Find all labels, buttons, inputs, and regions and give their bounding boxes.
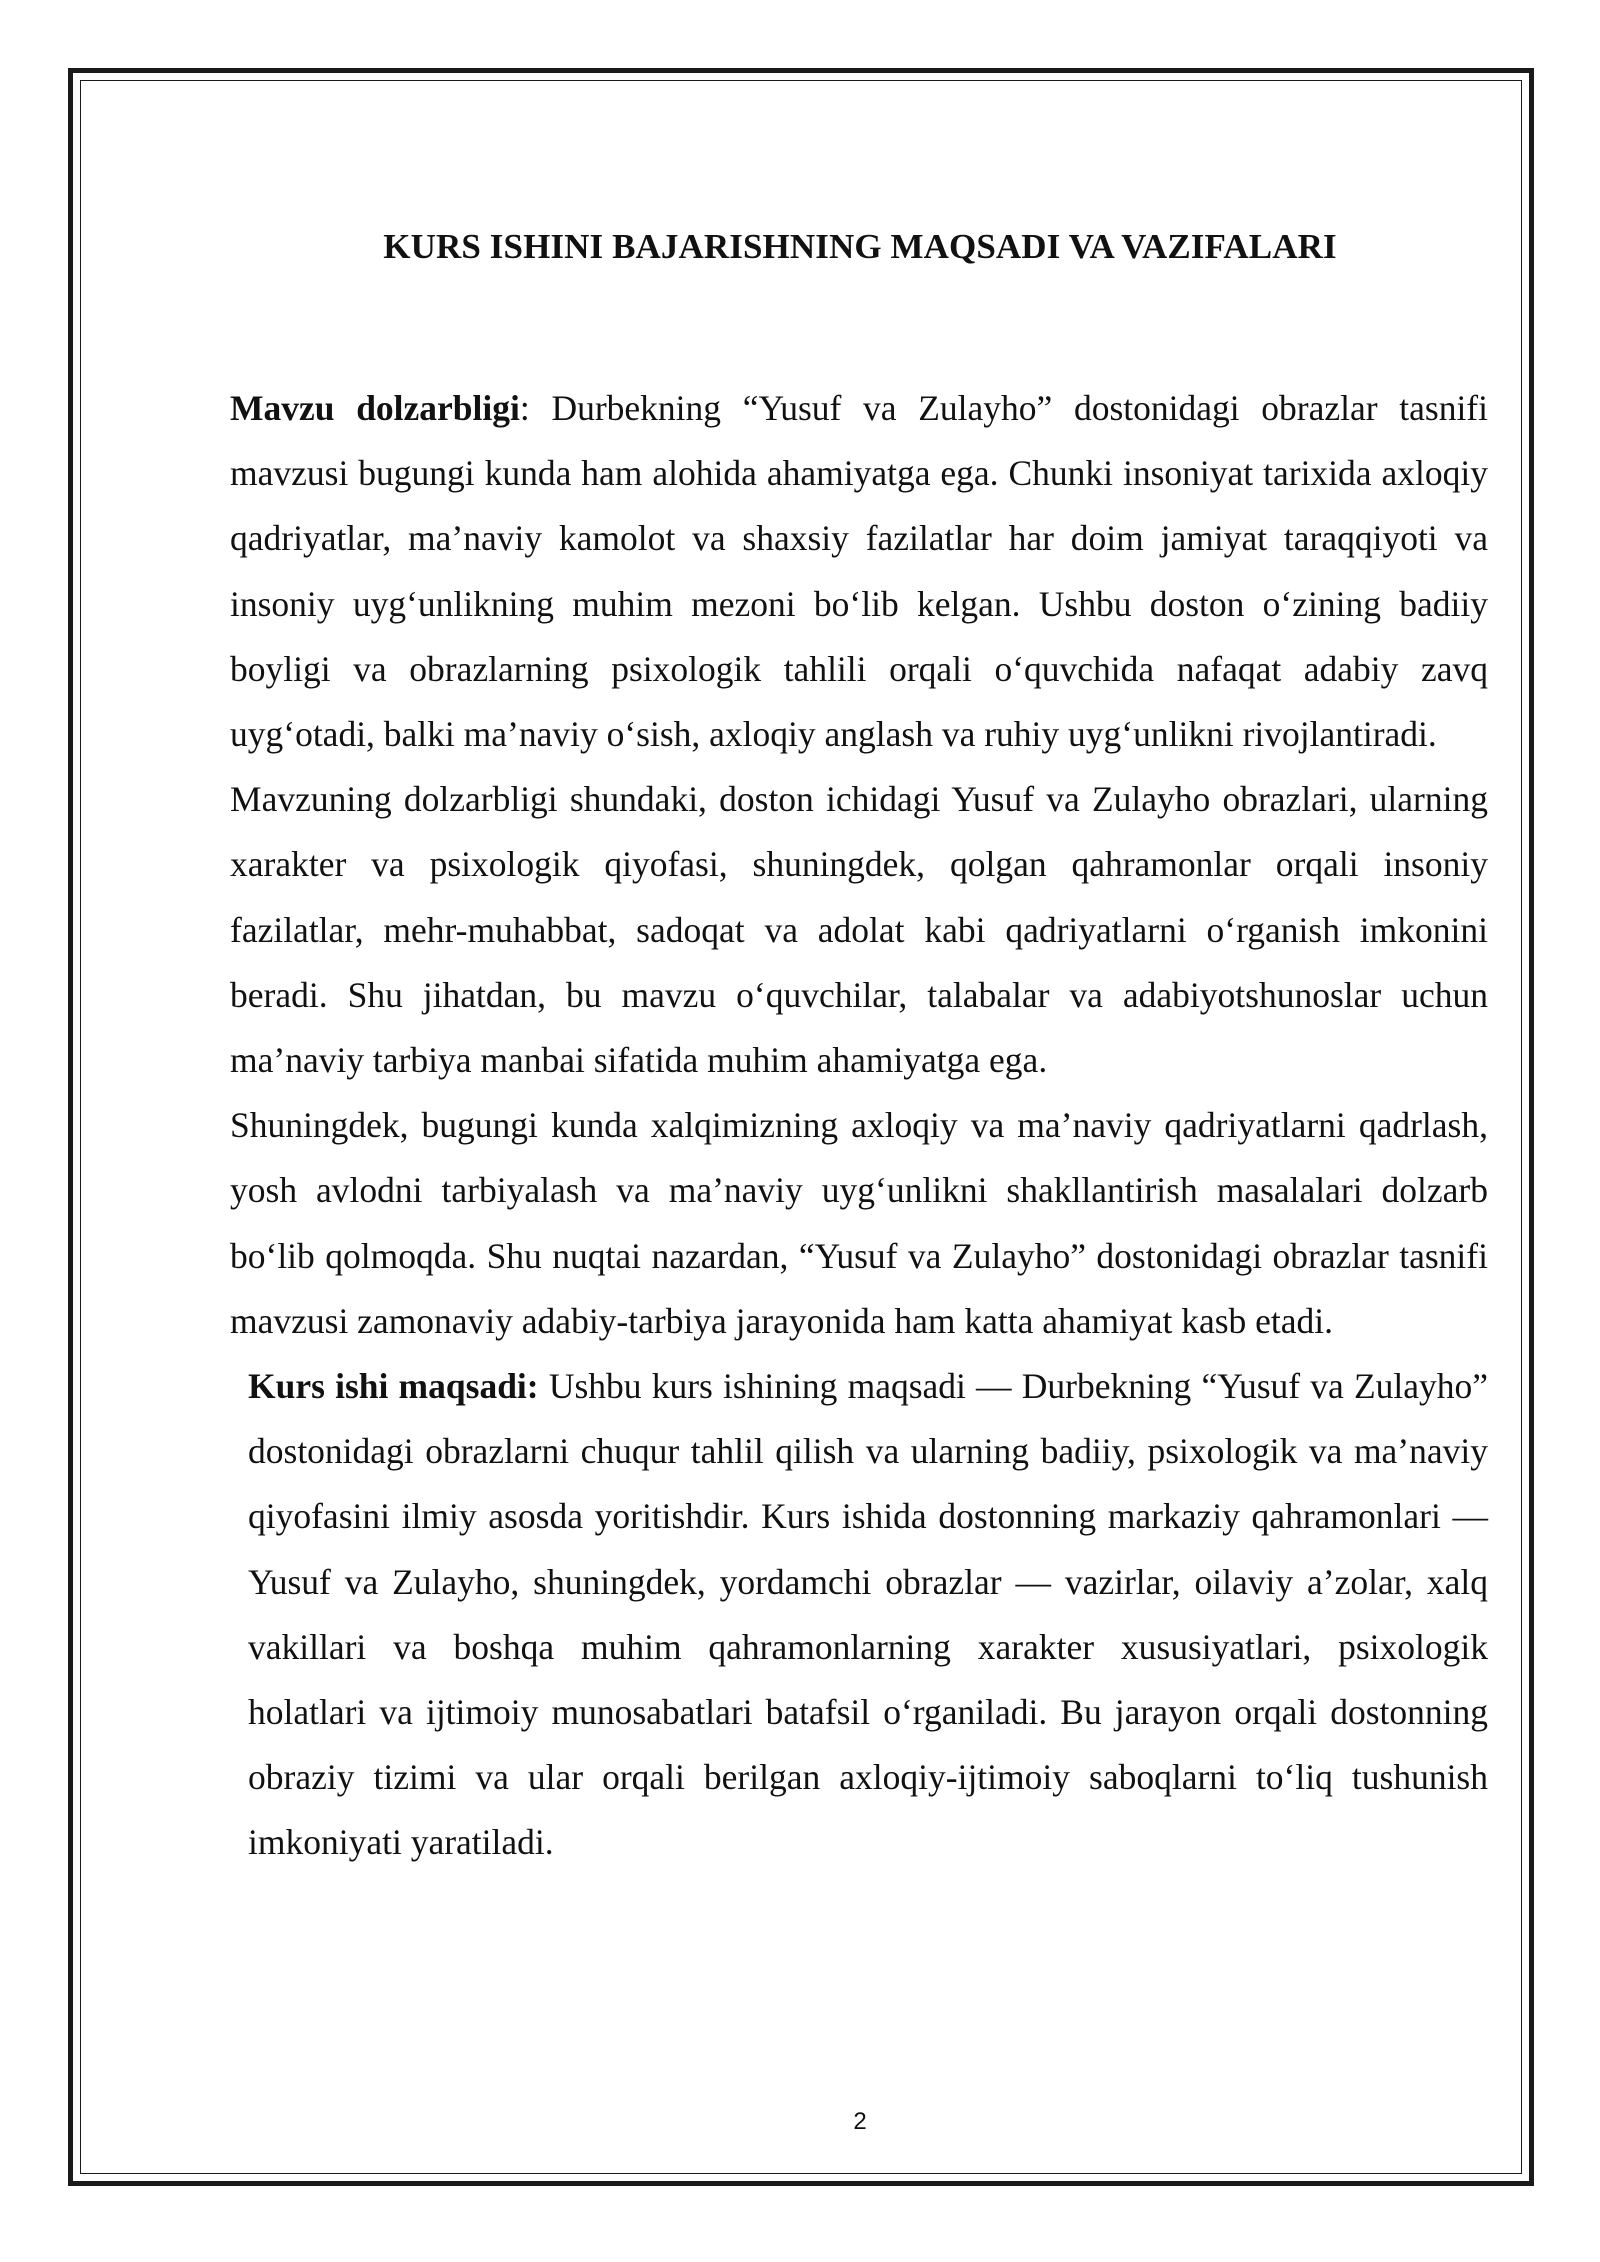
label-separator <box>539 1366 549 1406</box>
paragraph-goal <box>230 1354 1488 1876</box>
paragraph-relevance <box>230 376 1488 767</box>
paragraph-relevance-modern <box>230 1093 1488 1354</box>
document-body <box>230 376 1488 1876</box>
paragraph-label: Kurs ishi maqsadi: <box>248 1366 539 1407</box>
paragraph-relevance-detail <box>230 767 1488 1093</box>
paragraph-text: Mavzuning dolzarbligi shundaki, doston ichidagi Yusuf va Zulayho obrazlari, ularning xarakter va psixologik qiyofasi, shuningdek, qolgan qahramonlar orqali insoniy fazilatlar, mehr-muhabbat, sadoqat va adolat kabi qadriyatlarni o‘rganish imkonini beradi. Shu jihatdan, bu mavzu o‘quvchilar, talabalar va adabiyotshunoslar uchun ma’naviy tarbiya manbai sifatida muhim ahamiyatga ega. <box>230 779 1488 1081</box>
paragraph-text: Durbekning “Yusuf va Zulayho” dostonidagi obrazlar tasnifi mavzusi bugungi kunda ham alohida ahamiyatga ega. Chunki insoniyat tarixida axloqiy qadriyatlar, ma’naviy kamolot va shaxsiy fazilatlar har doim jamiyat taraqqiyoti va insoniy uyg‘unlikning muhim mezoni bo‘lib kelgan. Ushbu doston o‘zining badiiy boyligi va obrazlarning psixologik tahlili orqali o‘quvchida nafaqat adabiy zavq uyg‘otadi, balki ma’naviy o‘sish, axloqiy anglash va ruhiy uyg‘unlikni rivojlantiradi. <box>230 388 1488 755</box>
paragraph-text: Shuningdek, bugungi kunda xalqimizning axloqiy va ma’naviy qadriyatlarni qadrlash, yosh avlodni tarbiyalash va ma’naviy uyg‘unlikni shakllantirish masalalari dolzarb bo‘lib qolmoqda. Shu nuqtai nazardan, “Yusuf va Zulayho” dostonidagi obrazlar tasnifi mavzusi zamonaviy adabiy-tarbiya jarayonida ham katta ahamiyat kasb etadi. <box>230 1105 1488 1341</box>
paragraph-label: Mavzu dolzarbligi <box>230 388 520 428</box>
page-title: KURS ISHINI BAJARISHNING MAQSADI VA VAZIFALARI <box>383 227 1337 266</box>
label-separator: : <box>519 388 552 428</box>
page-number: 2 <box>853 2108 867 2135</box>
paragraph-text: Ushbu kurs ishining maqsadi — Durbekning “Yusuf va Zulayho” dostonidagi obrazlarni chuqur tahlil qilish va ularning badiiy, psixologik va ma’naviy qiyofasini ilmiy asosda yoritishdir. Kurs ishida dostonning markaziy qahramonlari — Yusuf va Zulayho, shuningdek, yordamchi obrazlar — vazirlar, oilaviy a’zolar, xalq vakillari va boshqa muhim qahramonlarning xarakter xususiyatlari, psixologik holatlari va ijtimoiy munosabatlari batafsil o‘rganiladi. Bu jarayon orqali dostonning obraziy tizimi va ular orqali berilgan axloqiy-ijtimoiy saboqlarni to‘liq tushunish imkoniyati yaratiladi. <box>248 1366 1488 1863</box>
